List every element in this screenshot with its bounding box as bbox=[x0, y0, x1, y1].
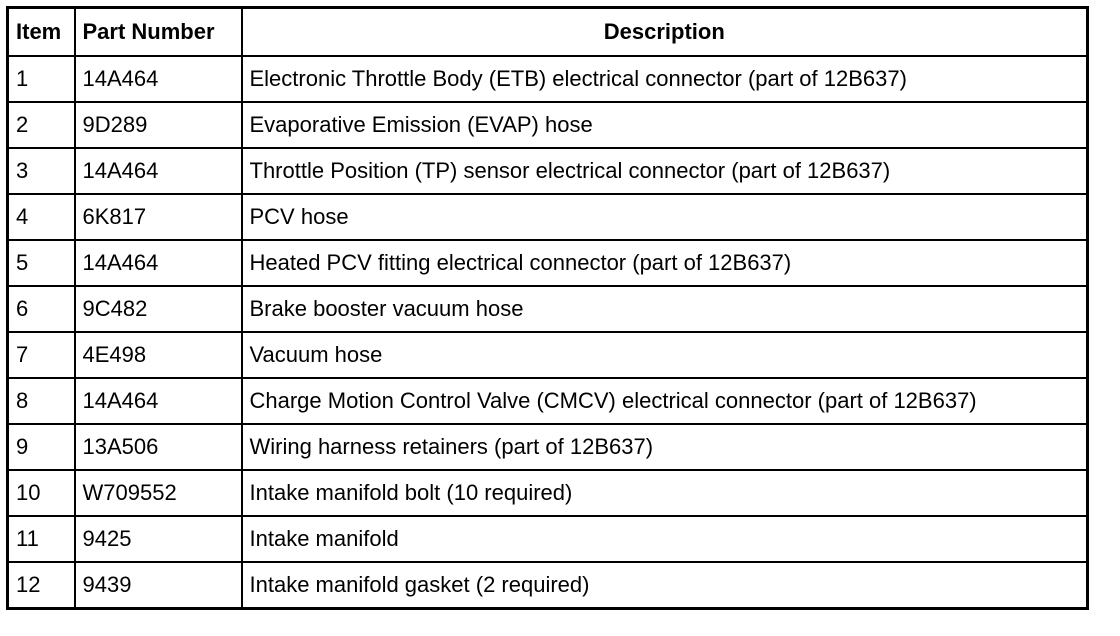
cell-item: 6 bbox=[8, 286, 75, 332]
cell-item: 5 bbox=[8, 240, 75, 286]
table-row bbox=[8, 148, 1088, 194]
table-row bbox=[8, 562, 1088, 609]
cell-part-number: 9C482 bbox=[75, 286, 242, 332]
parts-table bbox=[6, 6, 1089, 610]
cell-item: 8 bbox=[8, 378, 75, 424]
cell-part-number: 9439 bbox=[75, 562, 242, 609]
cell-item: 4 bbox=[8, 194, 75, 240]
cell-part-number: 14A464 bbox=[75, 378, 242, 424]
cell-description: PCV hose bbox=[242, 194, 1088, 240]
cell-part-number: 9D289 bbox=[75, 102, 242, 148]
cell-part-number: 6K817 bbox=[75, 194, 242, 240]
table-header-row bbox=[8, 8, 1088, 57]
cell-description: Wiring harness retainers (part of 12B637) bbox=[242, 424, 1088, 470]
cell-description: Electronic Throttle Body (ETB) electrical connector (part of 12B637) bbox=[242, 56, 1088, 102]
cell-part-number: 9425 bbox=[75, 516, 242, 562]
cell-description: Heated PCV fitting electrical connector (part of 12B637) bbox=[242, 240, 1088, 286]
cell-item: 7 bbox=[8, 332, 75, 378]
cell-item: 3 bbox=[8, 148, 75, 194]
header-part-number: Part Number bbox=[75, 8, 242, 57]
cell-part-number: 4E498 bbox=[75, 332, 242, 378]
cell-item: 10 bbox=[8, 470, 75, 516]
table-row bbox=[8, 332, 1088, 378]
cell-description: Charge Motion Control Valve (CMCV) electrical connector (part of 12B637) bbox=[242, 378, 1088, 424]
cell-item: 11 bbox=[8, 516, 75, 562]
table-row bbox=[8, 424, 1088, 470]
table-row bbox=[8, 516, 1088, 562]
table-row bbox=[8, 102, 1088, 148]
cell-item: 12 bbox=[8, 562, 75, 609]
cell-part-number: 14A464 bbox=[75, 148, 242, 194]
cell-description: Intake manifold bolt (10 required) bbox=[242, 470, 1088, 516]
cell-item: 2 bbox=[8, 102, 75, 148]
cell-item: 1 bbox=[8, 56, 75, 102]
header-item: Item bbox=[8, 8, 75, 57]
table-row bbox=[8, 470, 1088, 516]
cell-part-number: 14A464 bbox=[75, 240, 242, 286]
table-row bbox=[8, 286, 1088, 332]
header-description: Description bbox=[242, 8, 1088, 57]
table-row bbox=[8, 378, 1088, 424]
cell-part-number: 13A506 bbox=[75, 424, 242, 470]
cell-item: 9 bbox=[8, 424, 75, 470]
cell-description: Throttle Position (TP) sensor electrical connector (part of 12B637) bbox=[242, 148, 1088, 194]
cell-description: Evaporative Emission (EVAP) hose bbox=[242, 102, 1088, 148]
cell-description: Intake manifold gasket (2 required) bbox=[242, 562, 1088, 609]
cell-part-number: 14A464 bbox=[75, 56, 242, 102]
cell-description: Brake booster vacuum hose bbox=[242, 286, 1088, 332]
table-row bbox=[8, 240, 1088, 286]
cell-part-number: W709552 bbox=[75, 470, 242, 516]
table-row bbox=[8, 194, 1088, 240]
cell-description: Intake manifold bbox=[242, 516, 1088, 562]
table-row bbox=[8, 56, 1088, 102]
cell-description: Vacuum hose bbox=[242, 332, 1088, 378]
